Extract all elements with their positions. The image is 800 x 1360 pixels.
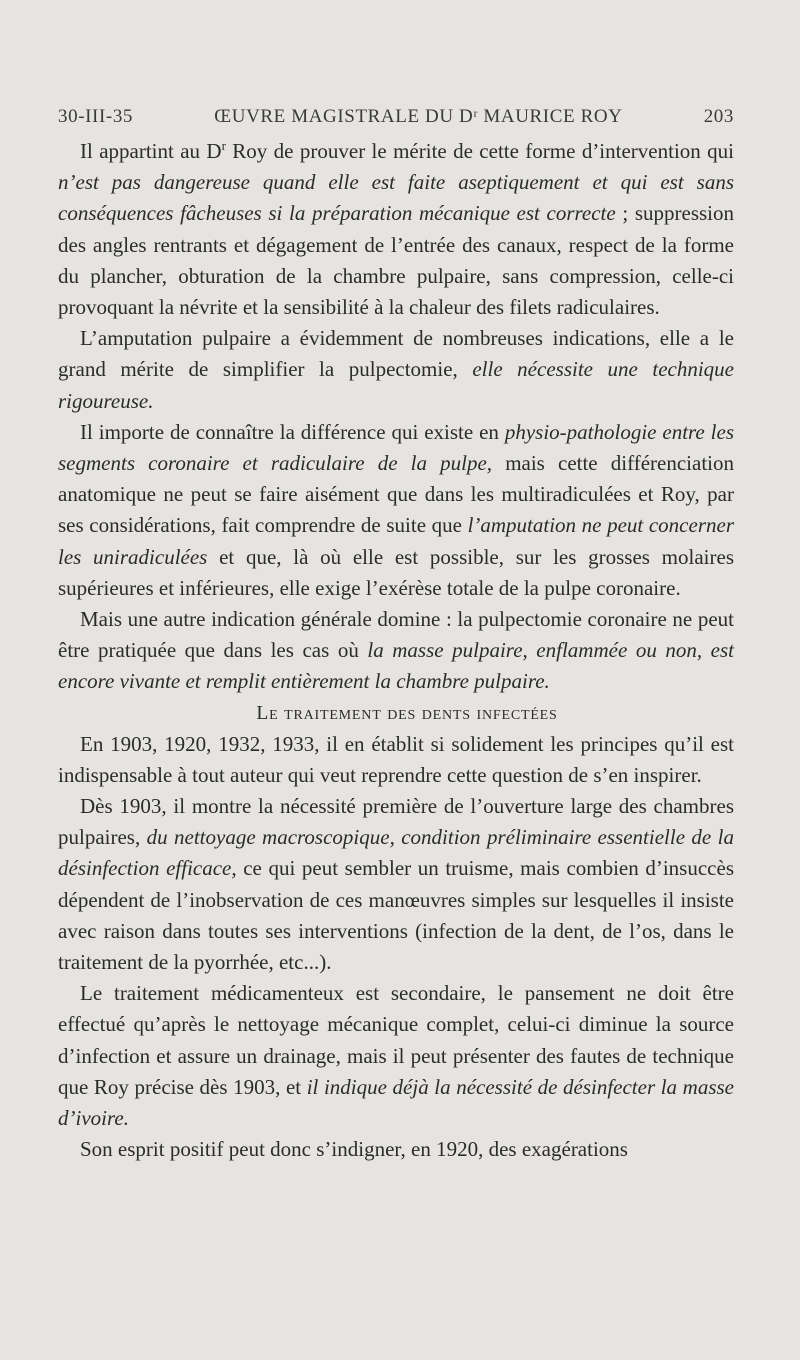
text-run: Le traitement médicamenteux est secondaire, le pansement ne doit être effectué qu’après le nettoyage mécanique complet, celui-ci diminue la source d’infection et assure un drainage, mais il peut présenter des fautes de technique que Roy précise dès 1903, et: [58, 981, 734, 1099]
italic-run: physio-pathologie entre les segments coronaire et radiculaire de la pulpe,: [58, 419, 734, 476]
italic-run: n’est pas dangereuse quand elle est faite aseptiquement et qui est sans conséquences fâcheuses si la préparation mécanique est correcte: [58, 170, 734, 226]
italic-run: il indique déjà la nécessité de désinfecter la masse d’ivoire.: [58, 1074, 734, 1131]
italic-run: du nettoyage macroscopique, condition préliminaire essentielle de la désinfection efficace,: [58, 825, 734, 881]
paragraph: [58, 323, 734, 417]
paragraph: [58, 136, 734, 323]
paragraph: [58, 604, 734, 698]
paragraph: [58, 729, 734, 791]
text-run: Il appartint au D: [80, 139, 222, 163]
superscript: r: [221, 138, 226, 153]
text-run: Il importe de connaître la différence qui existe en: [80, 419, 505, 444]
section-heading: Le traitement des dents infectées: [256, 702, 558, 724]
italic-run: elle nécessite une technique rigoureuse.: [58, 357, 735, 413]
header-title: ŒUVRE MAGISTRALE DU Dʳ MAURICE ROY: [214, 106, 623, 127]
text-run: et que, là où elle est possible, sur les grosses molaires supérieures et inférieures, elle exige l’exérèse totale de la pulpe coronaire.: [58, 544, 734, 600]
text-run: mais cette différenciation anatomique ne peut se faire aisément que dans les multiradiculées et Roy, par ses considérations, fait comprendre de suite que: [58, 451, 734, 538]
paragraph: [58, 978, 734, 1134]
text-run: Mais une autre indication générale domine : la pulpectomie coronaire ne peut être pratiquée que dans les cas où: [58, 607, 734, 663]
italic-run: la masse pulpaire, enflammée ou non, est encore vivante et remplit entièrement la chambre pulpaire.: [58, 638, 734, 694]
text-run: ; suppression des angles rentrants et dégagement de l’entrée des canaux, respect de la forme du plancher, obturation de la chambre pulpaire, sans compression, celle-ci provoquant la névrite et la sensibilité à la chaleur des filets radiculaires.: [58, 201, 734, 320]
text-run: Dès 1903, il montre la nécessité première de l’ouverture large des chambres pulpaires,: [58, 794, 734, 850]
page-number: 203: [703, 106, 734, 127]
paragraph: [58, 1134, 734, 1165]
paragraph: [58, 417, 734, 604]
paragraph: [58, 791, 734, 978]
text-run: En 1903, 1920, 1932, 1933, il en établit si solidement les principes qu’il est indispensable à tout auteur qui veut reprendre cette question de s’en inspirer.: [58, 731, 734, 787]
text-run: L’amputation pulpaire a évidemment de nombreuses indications, elle a le grand mérite de simplifier la pulpectomie,: [58, 326, 734, 382]
running-head: [58, 106, 734, 128]
text-run: Roy de prouver le mérite de cette forme d’intervention qui: [225, 139, 734, 163]
text-run: Son esprit positif peut donc s’indigner, en 1920, des exagérations: [80, 1137, 628, 1162]
italic-run: l’amputation ne peut concerner les uniradiculées: [58, 513, 734, 569]
header-date: 30-III-35: [58, 106, 134, 127]
text-run: ce qui peut sembler un truisme, mais combien d’insuccès dépendent de l’inobservation de ces manœuvres simples sur lesquelles il insiste avec raison dans toutes ses interventions (infection de la dent, de l’os, dans le traitement de la pyorrhée, etc...).: [58, 856, 734, 975]
body-text: [58, 136, 734, 1166]
